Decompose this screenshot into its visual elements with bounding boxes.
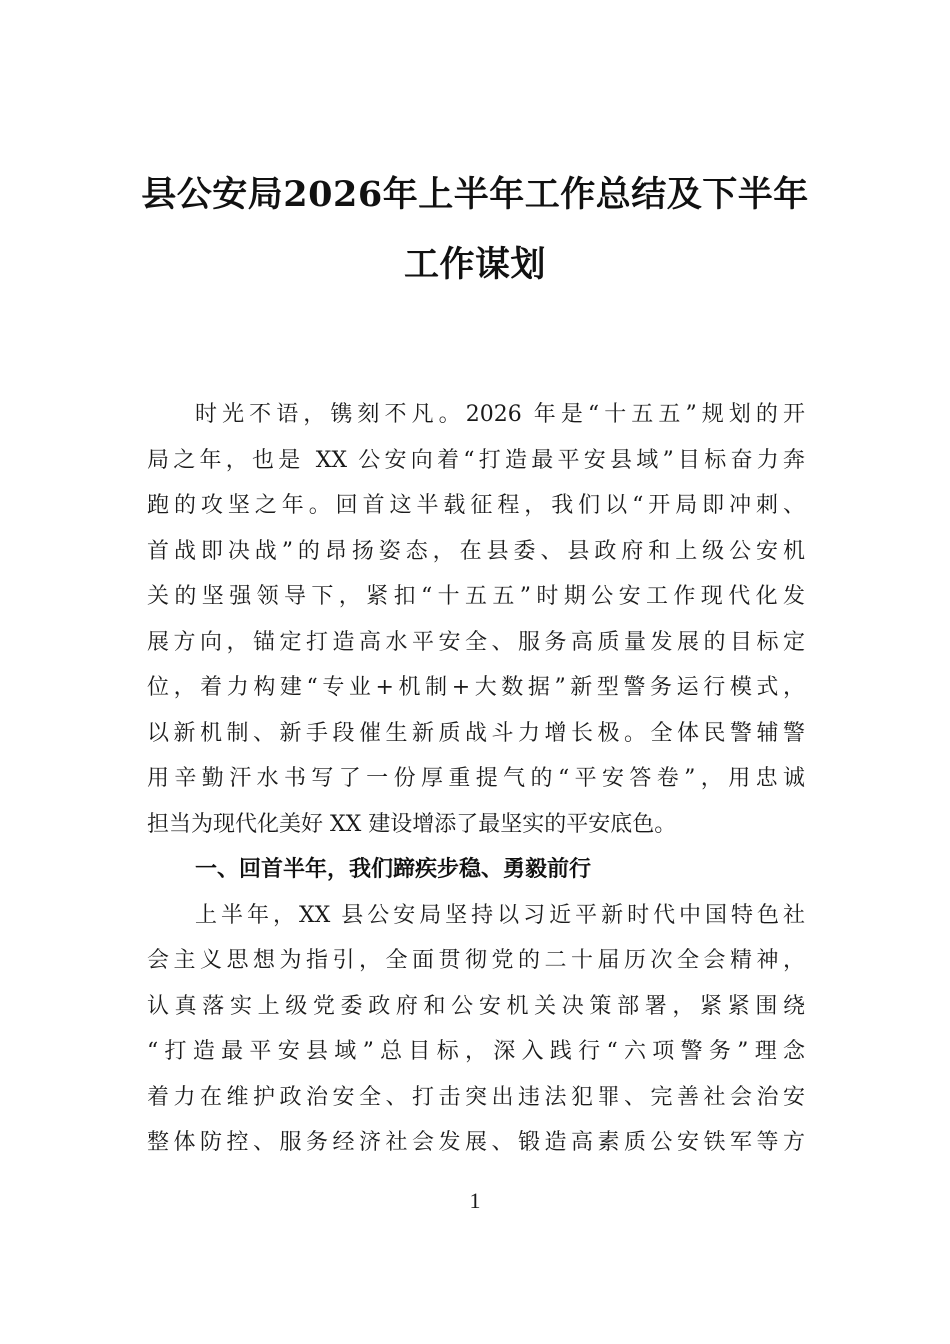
paragraph-line: 跑的攻坚之年。回首这半载征程，我们以“开局即冲刺、 bbox=[147, 493, 805, 518]
paragraph-line: 位，着力构建“专业+机制+大数据”新型警务运行模式， bbox=[147, 675, 805, 700]
paragraph-line: “打造最平安县域”总目标，深入践行“六项警务”理念 bbox=[147, 1039, 805, 1064]
paragraph-line: 时光不语，镌刻不凡。2026 年是“十五五”规划的开 bbox=[195, 402, 805, 427]
paragraph-line: 以新机制、新手段催生新质战斗力增长极。全体民警辅警 bbox=[147, 720, 805, 746]
paragraph-line: 展方向，锚定打造高水平安全、服务高质量发展的目标定 bbox=[147, 629, 805, 655]
document-title bbox=[140, 160, 810, 300]
paragraph-line: 会主义思想为指引，全面贯彻党的二十届历次全会精神， bbox=[147, 948, 805, 973]
paragraph-line: 认真落实上级党委政府和公安机关决策部署，紧紧围绕 bbox=[147, 993, 805, 1019]
paragraph-line: 上半年，XX 县公安局坚持以习近平新时代中国特色社 bbox=[195, 902, 805, 928]
paragraph-line: 着力在维护政治安全、打击突出违法犯罪、完善社会治安 bbox=[147, 1084, 805, 1110]
page-number: 1 bbox=[469, 1188, 481, 1213]
section-heading: 一、回首半年，我们蹄疾步稳、勇毅前行 bbox=[195, 857, 592, 882]
document-body bbox=[147, 392, 805, 1166]
paragraph-line: 首战即决战”的昂扬姿态，在县委、县政府和上级公安机 bbox=[147, 538, 805, 564]
paragraph-line: 担当为现代化美好 XX 建设增添了最坚实的平安底色。 bbox=[147, 811, 677, 837]
paragraph-2 bbox=[147, 893, 805, 1166]
paragraph-line: 关的坚强领导下，紧扣“十五五”时期公安工作现代化发 bbox=[147, 584, 805, 609]
title-line-1: 县公安局2026年上半年工作总结及下半年 bbox=[141, 174, 809, 215]
title-line-2: 工作谋划 bbox=[403, 244, 546, 285]
paragraph-line: 用辛勤汗水书写了一份厚重提气的“平安答卷”，用忠诚 bbox=[147, 766, 805, 791]
paragraph-line: 局之年，也是 XX 公安向着“打造最平安县域”目标奋力奔 bbox=[147, 447, 805, 473]
paragraph-line: 整体防控、服务经济社会发展、锻造高素质公安铁军等方 bbox=[147, 1130, 805, 1155]
paragraph-1 bbox=[147, 392, 805, 847]
